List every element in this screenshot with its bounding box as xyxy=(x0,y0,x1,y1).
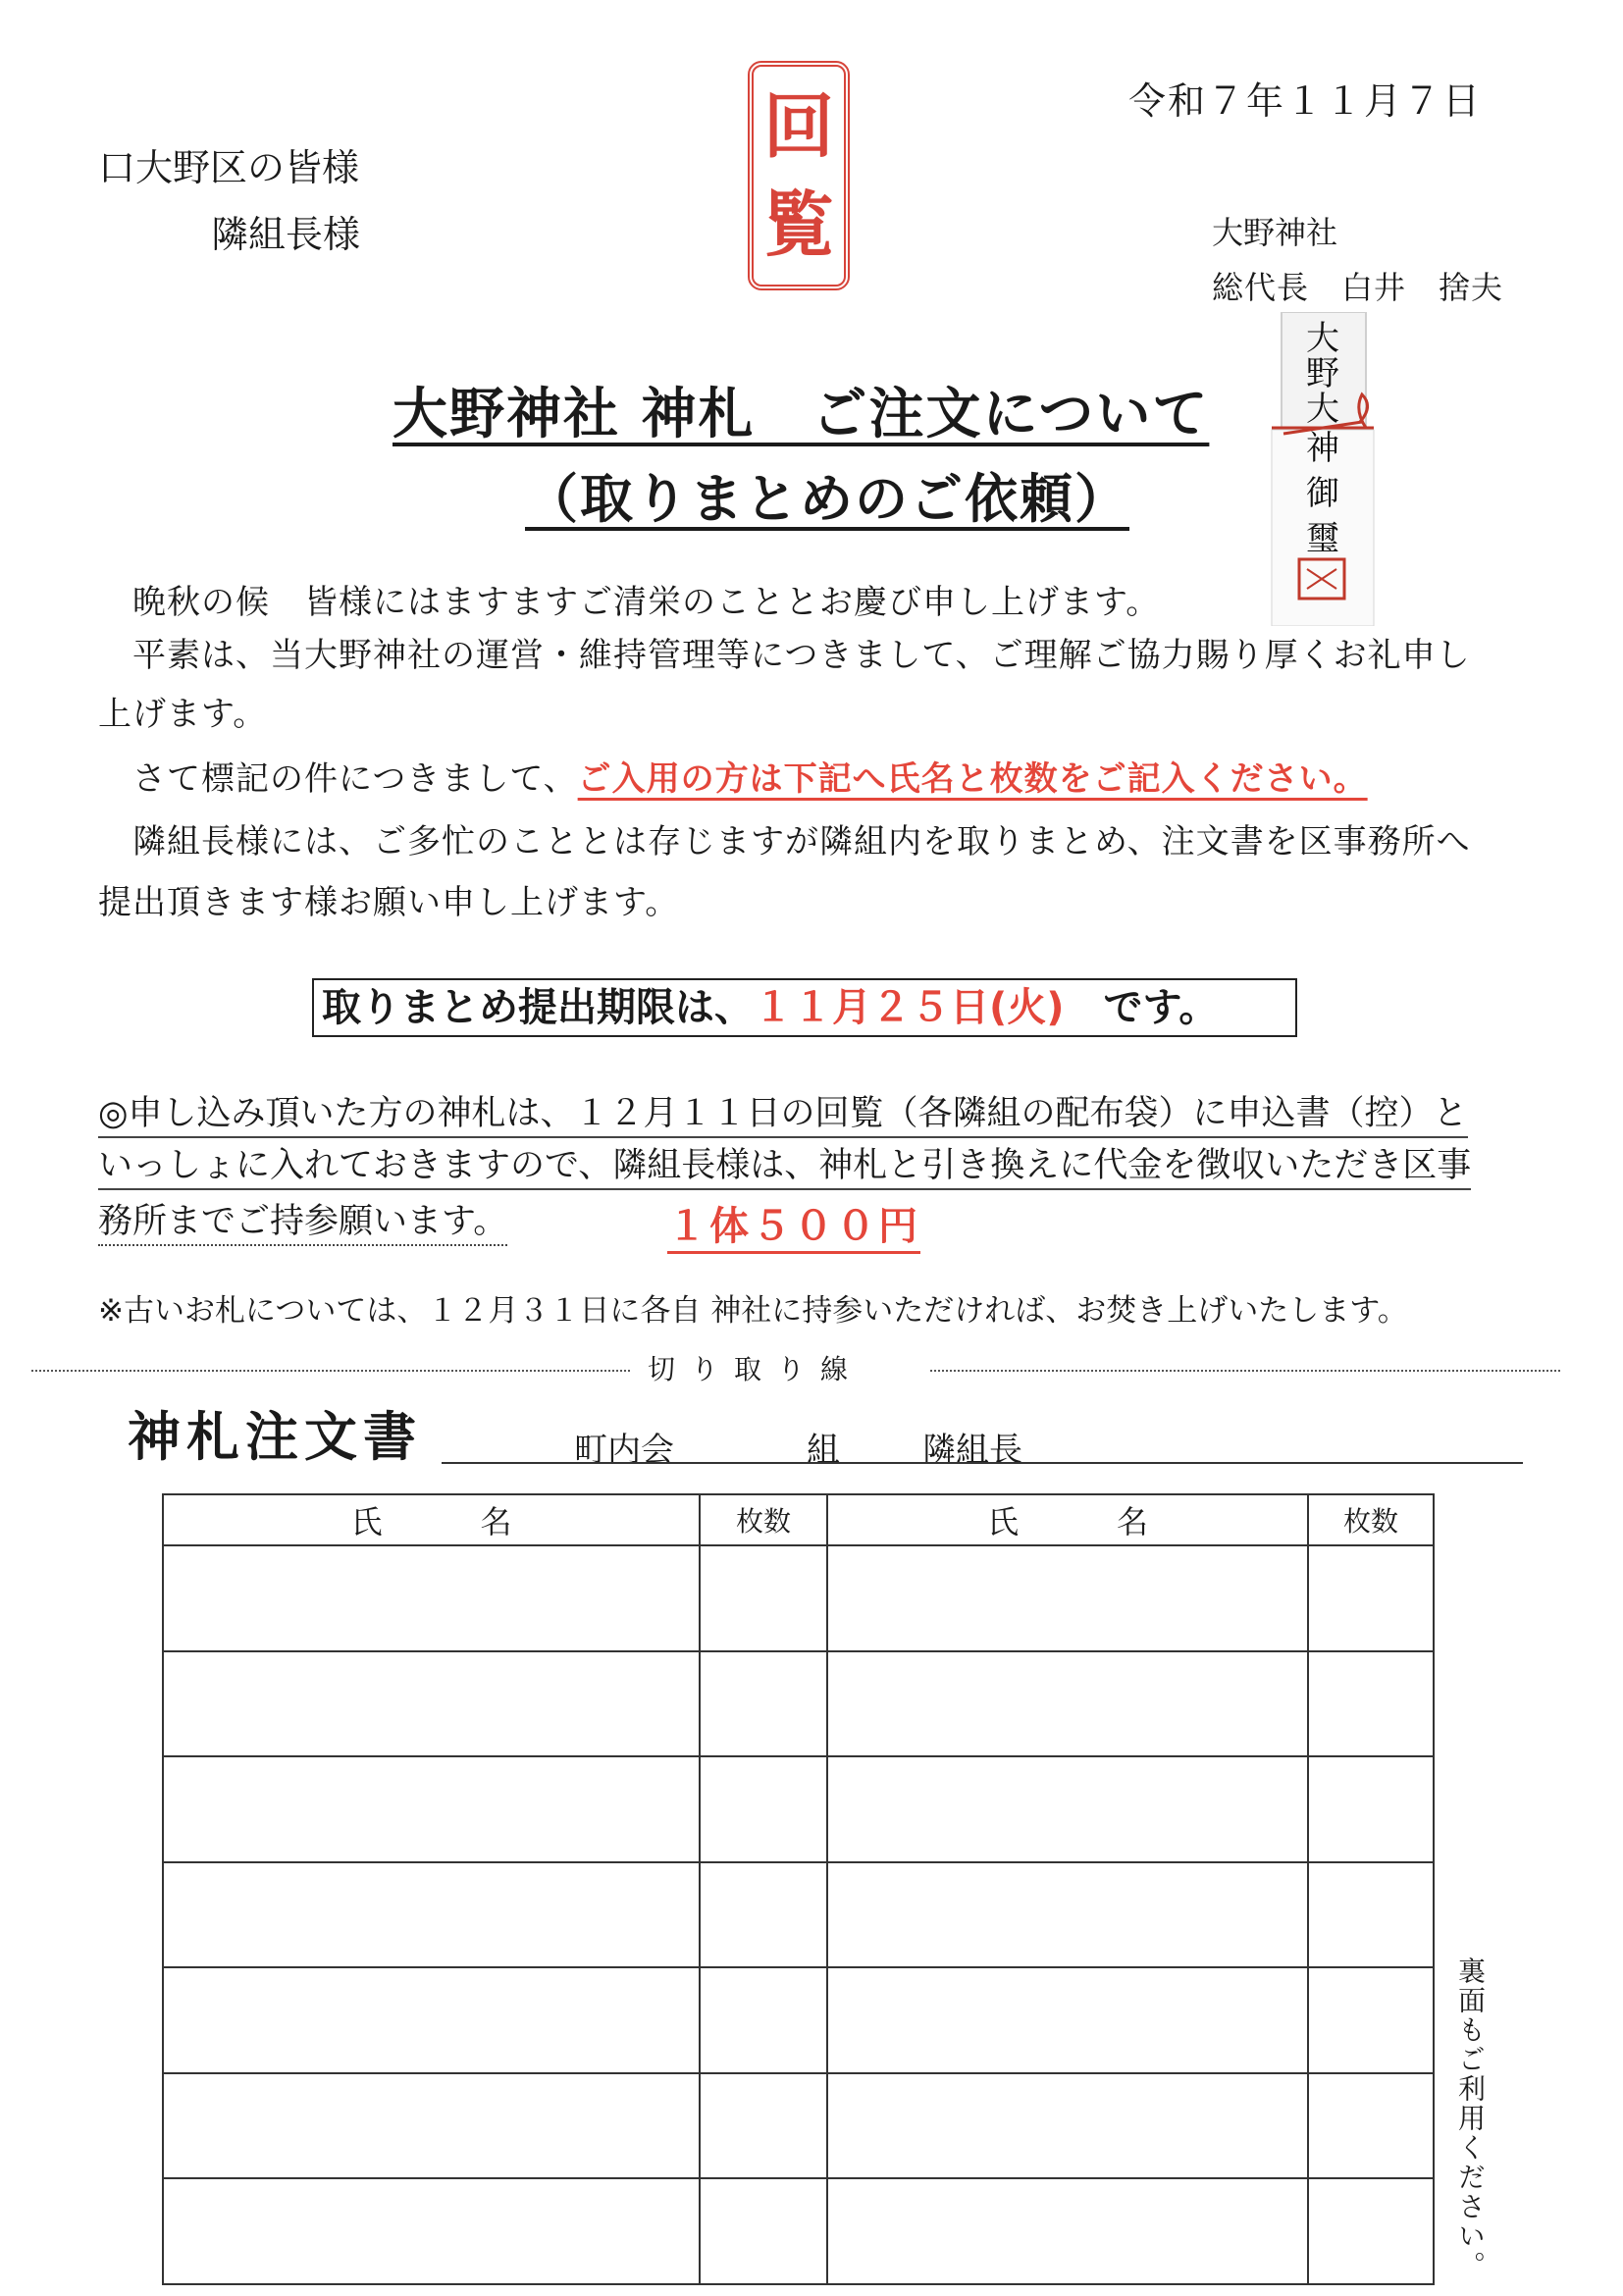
col-count-right: 枚数 xyxy=(1308,1494,1434,1545)
sender-organization: 大野神社 xyxy=(1212,214,1338,251)
order-row xyxy=(163,2178,1434,2284)
order-row xyxy=(163,1545,1434,1651)
name-cell-right[interactable] xyxy=(827,1756,1308,1862)
svg-text:神: 神 xyxy=(1306,429,1339,468)
name-cell-right[interactable] xyxy=(827,1862,1308,1968)
price-per-ofuda: １体５００円 xyxy=(667,1195,920,1254)
cut-line-right xyxy=(930,1370,1560,1372)
count-cell-left[interactable] xyxy=(700,2073,827,2179)
org-group-label: 組 xyxy=(807,1431,840,1470)
title-line-2: （取りまとめのご依頼） xyxy=(525,468,1129,530)
col-count-left: 枚数 xyxy=(700,1494,827,1545)
order-table-header xyxy=(163,1494,1434,1545)
count-cell-left[interactable] xyxy=(700,1862,827,1968)
old-ofuda-note: ※古いお札については、１２月３１日に各自 神社に持参いただければ、お焚き上げいたします。 xyxy=(98,1293,1408,1329)
count-cell-right[interactable] xyxy=(1308,1967,1434,2073)
greeting-paragraph: 晩秋の候 皆様にはますますご清栄のこととお慶び申し上げます。 xyxy=(132,583,1161,622)
deadline-box xyxy=(312,978,1297,1037)
circulation-stamp xyxy=(748,61,850,290)
order-table xyxy=(162,1493,1435,2285)
recipient-group-leaders: 隣組長様 xyxy=(211,213,361,256)
org-underline xyxy=(442,1462,1523,1464)
name-cell-right[interactable] xyxy=(827,1967,1308,2073)
org-town-label: 町内会 xyxy=(574,1431,674,1470)
name-cell-right[interactable] xyxy=(827,2178,1308,2284)
stamp-char-kai: 回 xyxy=(762,84,834,168)
cut-line-label: 切り取り線 xyxy=(648,1353,864,1385)
name-cell-left[interactable] xyxy=(163,1967,700,2073)
order-form-title: 神札注文書 xyxy=(128,1405,422,1468)
order-row xyxy=(163,1967,1434,2073)
count-cell-right[interactable] xyxy=(1308,2073,1434,2179)
name-cell-left[interactable] xyxy=(163,1651,700,1757)
delivery-notice-line1: ◎申し込み頂いた方の神札は、１２月１１日の回覧（各隣組の配布袋）に申込書（控）と xyxy=(98,1091,1468,1138)
svg-text:璽: 璽 xyxy=(1306,519,1339,558)
title-line-1: 大野神社 神札 ご注文について xyxy=(393,383,1210,446)
svg-text:大: 大 xyxy=(1306,390,1339,429)
col-name-right: 氏名 xyxy=(827,1494,1308,1545)
deadline-date: １１月２５日(火) xyxy=(754,985,1065,1030)
request-paragraph xyxy=(132,757,1368,801)
recipient-residents: 口大野区の皆様 xyxy=(98,146,360,189)
document-date: 令和７年１１月７日 xyxy=(1128,79,1483,123)
svg-text:野: 野 xyxy=(1306,354,1339,393)
name-cell-left[interactable] xyxy=(163,2178,700,2284)
order-row xyxy=(163,1651,1434,1757)
name-cell-left[interactable] xyxy=(163,1545,700,1651)
org-leader-label: 隣組長 xyxy=(922,1431,1022,1470)
name-cell-right[interactable] xyxy=(827,2073,1308,2179)
count-cell-left[interactable] xyxy=(700,1545,827,1651)
deadline-suffix: です。 xyxy=(1064,985,1219,1030)
cut-line-left xyxy=(31,1370,630,1372)
count-cell-right[interactable] xyxy=(1308,1756,1434,1862)
svg-text:大: 大 xyxy=(1306,319,1339,358)
count-cell-left[interactable] xyxy=(700,1756,827,1862)
col-name-left: 氏名 xyxy=(163,1494,700,1545)
sender-name: 総代長 白井 捨夫 xyxy=(1212,269,1504,306)
name-cell-right[interactable] xyxy=(827,1545,1308,1651)
svg-text:御: 御 xyxy=(1306,474,1339,513)
stamp-char-ran: 覧 xyxy=(762,183,834,266)
name-cell-left[interactable] xyxy=(163,1756,700,1862)
delivery-notice-line2: いっしょに入れておきますので、隣組長様は、神札と引き換えに代金を徴収いただき区事 xyxy=(98,1143,1471,1190)
order-row xyxy=(163,1756,1434,1862)
delivery-notice-line3: 務所までご持参願います。 xyxy=(98,1199,507,1246)
name-cell-right[interactable] xyxy=(827,1651,1308,1757)
leader-paragraph-line1: 隣組長様には、ご多忙のこととは存じますが隣組内を取りまとめ、注文書を区事務所へ xyxy=(132,822,1471,861)
reverse-side-note: 裏面もご利用ください。 xyxy=(1454,1957,1487,2280)
count-cell-right[interactable] xyxy=(1308,1545,1434,1651)
deadline-prefix: 取りまとめ提出期限は、 xyxy=(322,985,754,1030)
order-row xyxy=(163,2073,1434,2179)
thanks-paragraph-line1: 平素は、当大野神社の運営・維持管理等につきまして、ご理解ご協力賜り厚くお礼申し xyxy=(132,636,1471,675)
thanks-paragraph-line2: 上げます。 xyxy=(98,695,268,734)
count-cell-right[interactable] xyxy=(1308,2178,1434,2284)
count-cell-left[interactable] xyxy=(700,1967,827,2073)
count-cell-right[interactable] xyxy=(1308,1862,1434,1968)
ofuda-talisman-illustration xyxy=(1264,312,1382,626)
count-cell-right[interactable] xyxy=(1308,1651,1434,1757)
name-cell-left[interactable] xyxy=(163,2073,700,2179)
leader-paragraph-line2: 提出頂きます様お願い申し上げます。 xyxy=(98,883,680,922)
order-row xyxy=(163,1862,1434,1968)
count-cell-left[interactable] xyxy=(700,1651,827,1757)
request-highlight: ご入用の方は下記へ氏名と枚数をご記入ください。 xyxy=(577,759,1368,799)
request-prefix: さて標記の件につきまして、 xyxy=(132,759,578,799)
count-cell-left[interactable] xyxy=(700,2178,827,2284)
name-cell-left[interactable] xyxy=(163,1862,700,1968)
